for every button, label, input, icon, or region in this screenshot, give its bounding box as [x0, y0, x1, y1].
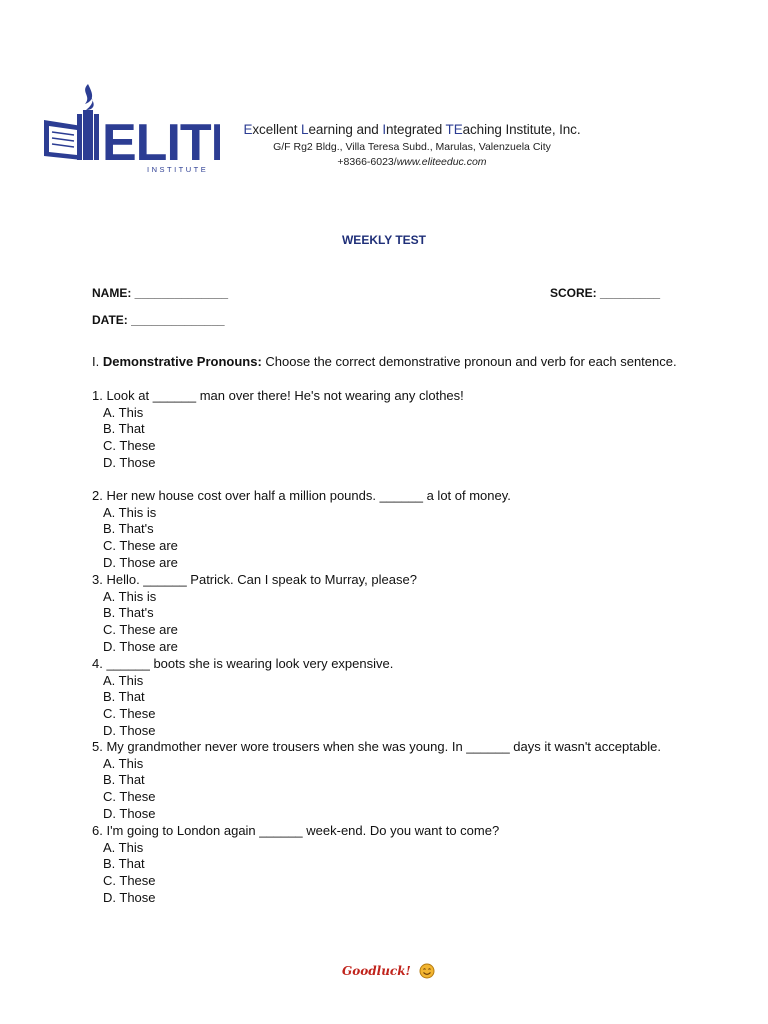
question-text: 4. ______ boots she is wearing look very expensive. [92, 656, 394, 671]
option-c[interactable]: C. These [103, 438, 156, 454]
institution-contact [232, 156, 592, 168]
option-c[interactable]: C. These are [103, 538, 178, 554]
institution-address: G/F Rg2 Bldg., Villa Teresa Subd., Marulas, Valenzuela City [273, 141, 551, 153]
option-c[interactable]: C. These [103, 706, 156, 722]
question-text: 6. I'm going to London again ______ week-end. Do you want to come? [92, 823, 500, 838]
question-text: 2. Her new house cost over half a million pounds. ______ a lot of money. [92, 488, 511, 503]
option-b[interactable]: B. That [103, 689, 145, 705]
option-a[interactable]: A. This [103, 672, 144, 688]
institution-name-initial: I [382, 122, 386, 137]
elite-logo-mark [44, 80, 220, 176]
option-a[interactable]: A. This is [103, 588, 157, 604]
goodluck-footer [342, 963, 435, 979]
option-c[interactable]: C. These [103, 873, 156, 889]
option-d[interactable]: D. Those are [103, 638, 178, 654]
institution-name-part: aching Institute, Inc. [462, 122, 581, 137]
option-c[interactable]: C. These are [103, 622, 178, 638]
question-text: 3. Hello. ______ Patrick. Can I speak to Murray, please? [92, 572, 417, 587]
section-text: Choose the correct demonstrative pronoun and verb for each sentence. [265, 354, 677, 369]
option-b[interactable]: B. That [103, 772, 145, 788]
option-b[interactable]: B. That's [103, 605, 154, 621]
page-title: WEEKLY TEST [341, 233, 427, 247]
name-field[interactable]: NAME: ______________ [92, 286, 229, 300]
question-3 [92, 572, 417, 656]
institution-name-initial: L [301, 122, 309, 137]
elite-logo [44, 80, 220, 176]
question-1 [92, 388, 464, 472]
option-a[interactable]: A. This [103, 839, 144, 855]
score-field[interactable]: SCORE: _________ [550, 286, 661, 300]
institution-phone: +8366-6023/ [337, 156, 397, 168]
logo-subtitle: INSTITUTE [147, 165, 209, 174]
option-a[interactable]: A. This [103, 404, 144, 420]
question-6 [92, 823, 499, 907]
flame-icon [85, 84, 92, 104]
institution-header [232, 122, 592, 168]
section-number: I. [92, 354, 100, 369]
smiley-icon [419, 963, 435, 979]
goodluck-text: Goodluck! [342, 964, 411, 978]
institution-name-part: ntegrated [385, 122, 446, 137]
institution-name-part: xcellent [252, 122, 302, 137]
question-5 [92, 739, 661, 823]
institution-name-initial: E [243, 122, 253, 137]
option-c[interactable]: C. These [103, 789, 156, 805]
date-field[interactable]: DATE: ______________ [92, 313, 225, 327]
question-text: 5. My grandmother never wore trousers when she was young. In ______ days it wasn't acceptable. [92, 739, 662, 754]
option-a[interactable]: A. This [103, 755, 144, 771]
section-instructions [92, 354, 677, 369]
question-text: 1. Look at ______ man over there! He's not wearing any clothes! [92, 388, 464, 403]
option-d[interactable]: D. Those [103, 722, 156, 738]
option-b[interactable]: B. That [103, 856, 145, 872]
option-b[interactable]: B. That [103, 421, 145, 437]
question-4 [92, 656, 393, 740]
logo-wordmark: ELIT [102, 114, 211, 172]
section-heading: Demonstrative Pronouns: [102, 354, 262, 369]
option-d[interactable]: D. Those are [103, 554, 178, 570]
option-a[interactable]: A. This is [103, 504, 157, 520]
institution-name-part: earning and [308, 122, 383, 137]
option-d[interactable]: D. Those [103, 889, 156, 905]
option-d[interactable]: D. Those [103, 805, 156, 821]
question-2 [92, 488, 511, 572]
option-b[interactable]: B. That's [103, 521, 154, 537]
institution-name [232, 122, 592, 137]
option-d[interactable]: D. Those [103, 454, 156, 470]
institution-name-initial: TE [445, 122, 463, 137]
institution-website: www.eliteeduc.com [396, 156, 487, 168]
